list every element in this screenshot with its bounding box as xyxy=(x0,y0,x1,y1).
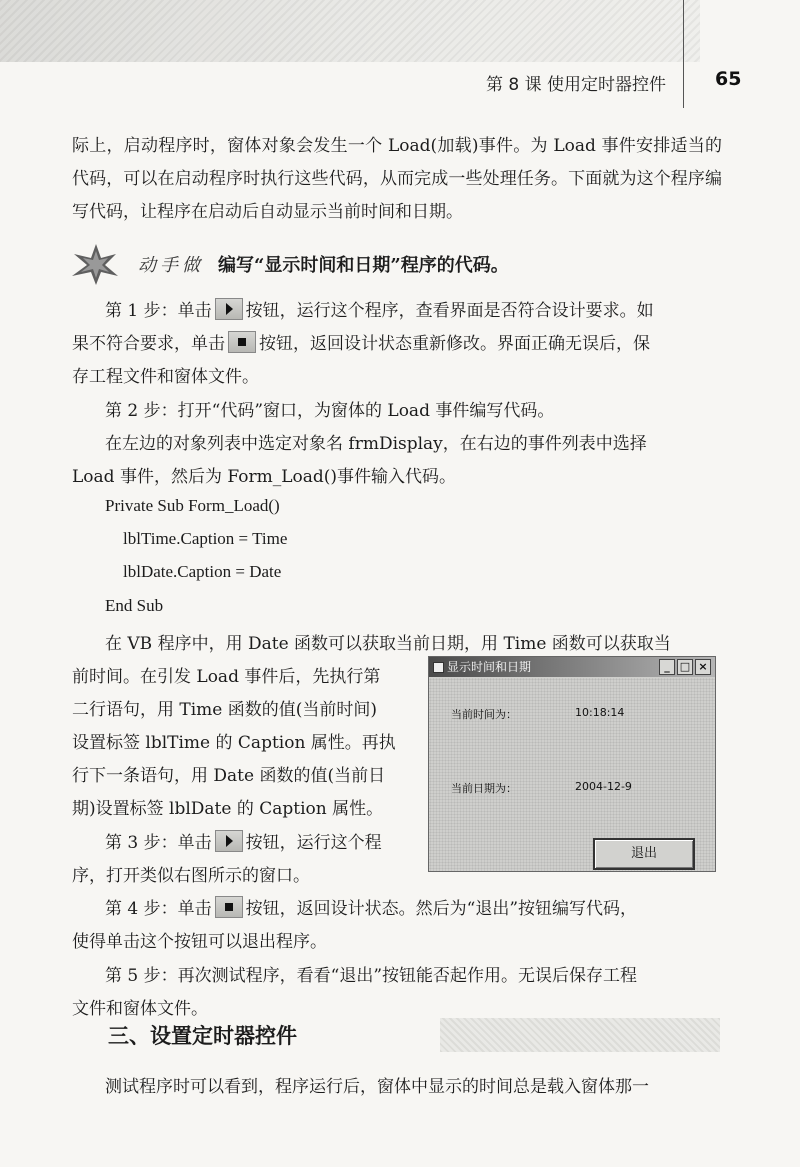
step1-line1 xyxy=(105,296,654,321)
explain-line3: 二行语句，用 Time 函数的值(当前时间) xyxy=(72,700,378,720)
exit-button[interactable]: 退出 xyxy=(593,838,695,870)
date-label: 当前日期为： xyxy=(451,782,517,795)
step1-text-d: 按钮，返回设计状态重新修改。界面正确无误后，保 xyxy=(259,334,650,354)
step3-line1 xyxy=(105,828,382,853)
code-line-4: End Sub xyxy=(105,596,164,615)
stop-icon xyxy=(228,331,256,353)
intro-paragraph: 际上，启动程序时，窗体对象会发生一个 Load(加载)事件。为 Load 事件安排适当的代码，可以在启动程序时执行这些代码，从而完成一些处理任务。下面就为这个程序编写代码，让程序在启动后自动显示当前时间和日期。 xyxy=(72,136,722,222)
page-number: 65 xyxy=(715,68,742,90)
step2-line1: 第 2 步：打开“代码”窗口，为窗体的 Load 事件编写代码。 xyxy=(105,401,555,421)
step2-line3: Load 事件，然后为 Form_Load()事件输入代码。 xyxy=(72,467,457,487)
step2-line2: 在左边的对象列表中选定对象名 frmDisplay，在右边的事件列表中选择 xyxy=(105,434,647,454)
last-line: 测试程序时可以看到，程序运行后，窗体中显示的时间总是载入窗体那一 xyxy=(105,1077,649,1097)
header-texture xyxy=(0,0,700,62)
window-body xyxy=(429,678,715,871)
step3-line2: 序，打开类似右图所示的窗口。 xyxy=(72,866,310,886)
time-value: 10:18:14 xyxy=(575,706,625,719)
time-label: 当前时间为： xyxy=(451,708,517,721)
header-divider xyxy=(683,0,684,108)
explain-line4: 设置标签 lblTime 的 Caption 属性。再执 xyxy=(72,733,396,753)
step4-line2: 使得单击这个按钮可以退出程序。 xyxy=(72,932,327,952)
step3-text-b: 按钮，运行这个程 xyxy=(245,833,382,853)
minimize-icon[interactable]: _ xyxy=(659,659,675,675)
step1-text-b: 按钮，运行这个程序，查看界面是否符合设计要求。如 xyxy=(245,301,654,321)
code-line-2: lblTime.Caption = Time xyxy=(123,529,288,548)
run-icon xyxy=(215,298,243,320)
window-controls xyxy=(659,659,711,675)
section-band xyxy=(440,1018,720,1052)
vb-window-screenshot xyxy=(428,656,716,872)
step5-line2: 文件和窗体文件。 xyxy=(72,999,208,1019)
close-icon[interactable]: × xyxy=(695,659,711,675)
section-title: 三、设置定时器控件 xyxy=(108,1024,297,1048)
code-line-3: lblDate.Caption = Date xyxy=(123,562,282,581)
step4-text-b: 按钮，返回设计状态。然后为“退出”按钮编写代码， xyxy=(245,899,638,919)
run-icon xyxy=(215,830,243,852)
activity-heading xyxy=(66,242,509,286)
star-icon xyxy=(66,242,136,286)
step1-line3: 存工程文件和窗体文件。 xyxy=(72,367,259,387)
explain-line1: 在 VB 程序中，用 Date 函数可以获取当前日期，用 Time 函数可以获取当 xyxy=(105,634,671,654)
running-header: 第 8 课 使用定时器控件 xyxy=(486,75,667,95)
step1-text-a: 第 1 步：单击 xyxy=(105,301,212,321)
activity-title: 编写“显示时间和日期”程序的代码。 xyxy=(218,255,509,276)
stop-icon xyxy=(215,896,243,918)
explain-line5: 行下一条语句，用 Date 函数的值(当前日 xyxy=(72,766,386,786)
maximize-icon[interactable]: □ xyxy=(677,659,693,675)
window-title: 显示时间和日期 xyxy=(447,660,532,674)
explain-line2: 前时间。在引发 Load 事件后，先执行第 xyxy=(72,667,381,687)
explain-line6: 期)设置标签 lblDate 的 Caption 属性。 xyxy=(72,799,384,819)
activity-label: 动手做 xyxy=(138,255,204,276)
step5-line1: 第 5 步：再次测试程序，看看“退出”按钮能否起作用。无误后保存工程 xyxy=(105,966,638,986)
window-titlebar xyxy=(429,657,715,677)
code-line-1: Private Sub Form_Load() xyxy=(105,496,280,515)
step4-text-a: 第 4 步：单击 xyxy=(105,899,212,919)
date-value: 2004-12-9 xyxy=(575,780,632,793)
step1-line2 xyxy=(72,329,650,354)
step3-text-a: 第 3 步：单击 xyxy=(105,833,212,853)
step4-line1 xyxy=(105,894,637,919)
step1-text-c: 果不符合要求，单击 xyxy=(72,334,225,354)
window-system-icon xyxy=(433,662,444,673)
